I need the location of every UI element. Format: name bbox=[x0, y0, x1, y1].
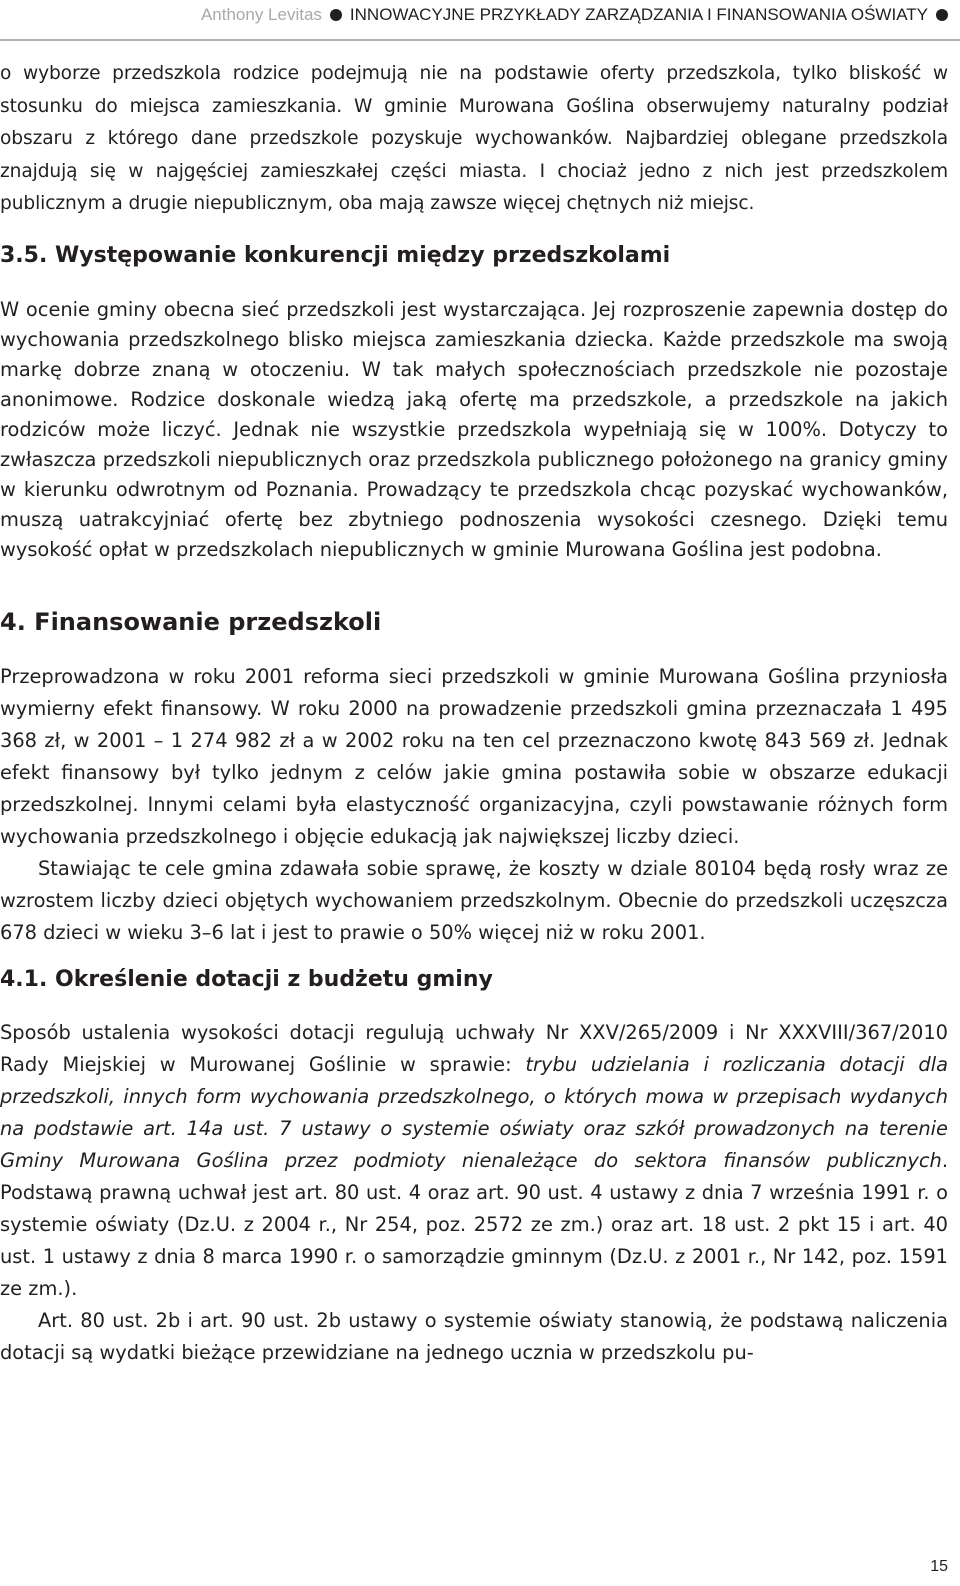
header-title: INNOWACYJNE PRZYKŁADY ZARZĄDZANIA I FINANSOWANIA OŚWIATY bbox=[349, 5, 928, 24]
section-4-1-paragraph-2: Art. 80 ust. 2b i art. 90 ust. 2b ustawy o systemie oświaty stanowią, że podstawą naliczenia dotacji są wydatki bieżące przewidziane na jednego ucznia w przedszkolu pu- bbox=[0, 1308, 948, 1364]
section-heading-3-5: 3.5. Występowanie konkurencji między przedszkolami bbox=[0, 242, 671, 268]
legal-basis-text: . Podstawą prawną uchwał jest art. 80 ust. 4 oraz art. 90 ust. 4 ustawy z dnia 7 września 1991 r. o systemie oświaty (Dz.U. z 2004 r., Nr 254, poz. 2572 ze zm.) oraz art. 18 ust. 2 pkt 15 i art. 40 ust. 1 ustawy z dnia 8 marca 1990 r. o samorządzie gminnym (Dz.U. z 2001 r., Nr 142, poz. 1591 ze zm.). bbox=[0, 1148, 948, 1300]
header-author: Anthony Levitas bbox=[200, 5, 322, 24]
section-3-5-paragraph: W ocenie gminy obecna sieć przedszkoli jest wystarczająca. Jej rozproszenie zapewnia dostęp do wychowania przedszkolnego blisko miejsca zamieszkania dziecka. Każde przedszkole ma swoją markę dobrze znaną w otoczeniu. W tak małych społecznościach przedszkole nie pozostaje anonimowe. Rodzice doskonale wiedzą jaką ofertę ma przedszkole, a przedszkole na jakich rodziców może liczyć. Jednak nie wszystkie przedszkola wypełniają się w 100%. Dotyczy to zwłaszcza przedszkoli niepublicznych oraz przedszkola publicznego położonego na granicy gminy w kierunku odwrotnym od Poznania. Prowadzący te przedszkola chcąc pozyskać wychowanków, muszą uatrakcyjniać ofertę bez zbytniego podnoszenia wysokości czesnego. Dzięki temu wysokość opłat w przedszkolach niepublicznych w gminie Murowana Goślina jest podobna. bbox=[0, 297, 948, 561]
separator-dot-icon bbox=[330, 9, 342, 21]
running-header bbox=[0, 4, 956, 26]
section-heading-4-1: 4.1. Określenie dotacji z budżetu gminy bbox=[0, 966, 493, 992]
section-4-paragraph-2: Stawiając te cele gmina zdawała sobie sprawę, że koszty w dziale 80104 będą rosły wraz ze wzrostem liczby dzieci objętych wychowaniem przedszkolnym. Obecnie do przedszkoli uczęszcza 678 dzieci w wieku 3–6 lat i jest to prawie o 50% więcej niż w roku 2001. bbox=[0, 856, 948, 944]
header-rule bbox=[0, 39, 960, 41]
resolution-text: Sposób ustalenia wysokości dotacji regulują uchwały Nr XXV/265/2009 i Nr XXXVIII/367/2010 Rady Miejskiej w Murowanej Goślinie w sprawie: bbox=[0, 1020, 948, 1076]
page-content bbox=[0, 58, 948, 1369]
resolution-title-italic: trybu udzielania i rozliczania dotacji dla przedszkoli, innych form wychowania przedszkolnego, o których mowa w przepisach wydanych na podstawie art. 14a ust. 7 ustawy o systemie oświaty oraz szkół prowadzonych na terenie Gminy Murowana Goślina przez podmioty nienależące do sektora finansów publicznych bbox=[0, 1052, 948, 1172]
section-4-1-paragraph-1 bbox=[0, 1017, 948, 1305]
bullet-dot-icon bbox=[936, 9, 948, 21]
page-number: 15 bbox=[930, 1558, 948, 1575]
section-4-paragraph-1: Przeprowadzona w roku 2001 reforma sieci przedszkoli w gminie Murowana Goślina przyniosła wymierny efekt finansowy. W roku 2000 na prowadzenie przedszkoli gmina przeznaczała 1 495 368 zł, w 2001 – 1 274 982 zł a w 2002 roku na ten cel przeznaczono kwotę 843 569 zł. Jednak efekt finansowy był tylko jednym z celów jakie gmina postawiła sobie w obszarze edukacji przedszkolnej. Innymi celami była elastyczność organizacyjna, czyli powstawanie różnych form wychowania przedszkolnego i objęcie edukacją jak największej liczby dzieci. bbox=[0, 664, 948, 848]
section-heading-4: 4. Finansowanie przedszkoli bbox=[0, 607, 382, 636]
intro-paragraph: o wyborze przedszkola rodzice podejmują nie na podstawie oferty przedszkola, tylko bliskość w stosunku do miejsca zamieszkania. W gminie Murowana Goślina obserwujemy naturalny podział obszaru z którego dane przedszkole pozyskuje wychowanków. Najbardziej oblegane przedszkola znajdują się w najgęściej zamieszkałej części miasta. I chociaż jedno z nich jest przedszkolem publicznym a drugie niepublicznym, oba mają zawsze więcej chętnych niż miejsc. bbox=[0, 63, 948, 214]
